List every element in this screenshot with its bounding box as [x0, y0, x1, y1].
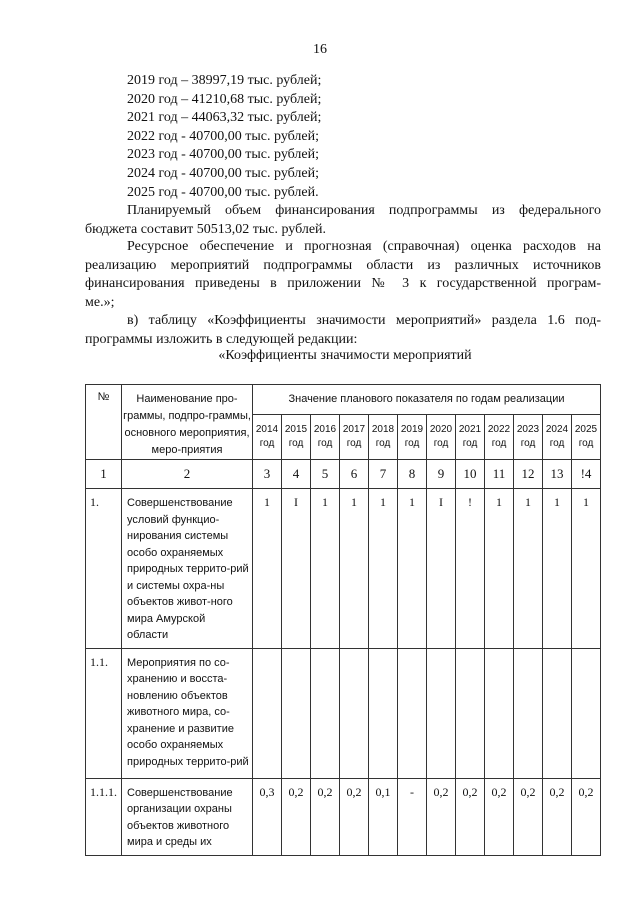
header-year: 2024 год — [543, 414, 572, 459]
column-number: 6 — [340, 460, 369, 489]
header-year-values: Значение планового показателя по годам реализации — [253, 385, 601, 415]
item-v-paragraph: в) таблицу «Коэффициенты значимости мероприятий» раздела 1.6 под- программы изложить в следующей редакции: — [85, 313, 601, 347]
row-value: 0,3 — [253, 778, 282, 855]
header-year: 2016 год — [311, 414, 340, 459]
header-year: 2018 год — [369, 414, 398, 459]
coefficients-table — [85, 384, 601, 856]
column-number: 2 — [122, 460, 253, 489]
table-row — [86, 778, 601, 855]
column-number: 13 — [543, 460, 572, 489]
budget-line: 2020 год – 41210,68 тыс. рублей; — [127, 91, 322, 107]
row-value — [427, 648, 456, 778]
row-value: 0,2 — [485, 778, 514, 855]
row-value: 1 — [514, 489, 543, 649]
column-number: 1 — [86, 460, 122, 489]
row-value: 1 — [340, 489, 369, 649]
row-value: 0,2 — [311, 778, 340, 855]
column-number: 7 — [369, 460, 398, 489]
header-year: 2014 год — [253, 414, 282, 459]
column-numbers-row — [86, 460, 601, 489]
row-value: 1 — [369, 489, 398, 649]
row-value — [340, 648, 369, 778]
row-value — [543, 648, 572, 778]
row-value — [311, 648, 340, 778]
header-name: Наименование про-граммы, подпро-граммы, основного мероприятия, меро-приятия — [122, 385, 253, 460]
row-value: 0,2 — [456, 778, 485, 855]
row-name: Мероприятия по со-хранению и восста-новлению объектов животного мира, со-хранение и развитие особо охраняемых природных террито-рий — [122, 648, 253, 778]
row-id: 1. — [86, 489, 122, 649]
row-value: 1 — [398, 489, 427, 649]
budget-line: 2024 год - 40700,00 тыс. рублей; — [127, 165, 320, 181]
header-year: 2015 год — [282, 414, 311, 459]
column-number: 5 — [311, 460, 340, 489]
row-value — [514, 648, 543, 778]
header-year: 2021 год — [456, 414, 485, 459]
column-number: 12 — [514, 460, 543, 489]
resources-paragraph: Ресурсное обеспечение и прогнозная (справочная) оценка расходов на реализацию мероприятий подпрограммы области из различных источников финансирования приведены в приложении № 3 к государственной програм- ме.»; — [85, 239, 601, 310]
row-value: 0,2 — [514, 778, 543, 855]
budget-line: 2022 год - 40700,00 тыс. рублей; — [127, 128, 320, 144]
row-value: 1 — [572, 489, 601, 649]
row-value: 0,1 — [369, 778, 398, 855]
budget-line: 2021 год – 44063,32 тыс. рублей; — [127, 110, 322, 126]
column-number: 4 — [282, 460, 311, 489]
header-year: 2019 год — [398, 414, 427, 459]
header-year: 2022 год — [485, 414, 514, 459]
row-value: 0,2 — [572, 778, 601, 855]
row-value: 0,2 — [427, 778, 456, 855]
budget-list — [127, 72, 321, 202]
header-year: 2020 год — [427, 414, 456, 459]
row-value: 1 — [485, 489, 514, 649]
header-year: 2023 год — [514, 414, 543, 459]
row-value: 0,2 — [282, 778, 311, 855]
budget-line: 2025 год - 40700,00 тыс. рублей. — [127, 184, 319, 200]
table-title: «Коэффициенты значимости мероприятий — [218, 348, 472, 363]
row-id: 1.1.1. — [86, 778, 122, 855]
page-number: 16 — [313, 42, 327, 57]
row-value — [456, 648, 485, 778]
column-number: !4 — [572, 460, 601, 489]
row-value: - — [398, 778, 427, 855]
budget-line: 2023 год - 40700,00 тыс. рублей; — [127, 147, 320, 163]
row-value: 0,2 — [340, 778, 369, 855]
column-number: 10 — [456, 460, 485, 489]
row-value: 1 — [543, 489, 572, 649]
row-value: I — [282, 489, 311, 649]
column-number: 9 — [427, 460, 456, 489]
federal-paragraph: Планируемый объем финансирования подпрограммы из федерального бюджета составит 50513,02 тыс. рублей. — [85, 203, 601, 237]
column-number: 8 — [398, 460, 427, 489]
column-number: 11 — [485, 460, 514, 489]
budget-line: 2019 год – 38997,19 тыс. рублей; — [127, 73, 322, 88]
row-value: 0,2 — [543, 778, 572, 855]
row-value: 1 — [311, 489, 340, 649]
row-value — [485, 648, 514, 778]
row-value — [253, 648, 282, 778]
column-number: 3 — [253, 460, 282, 489]
row-name: Совершенствование организации охраны объектов животного мира и среды их — [122, 778, 253, 855]
row-value — [398, 648, 427, 778]
row-name: Совершенствование условий функцио-нирования системы особо охраняемых природных террито-рий и системы охра-ны объектов живот-ного мира Амурской области — [122, 489, 253, 649]
header-year: 2017 год — [340, 414, 369, 459]
row-value: ! — [456, 489, 485, 649]
header-year: 2025 год — [572, 414, 601, 459]
header-number: № — [86, 385, 122, 460]
row-value: I — [427, 489, 456, 649]
row-value — [572, 648, 601, 778]
row-value — [282, 648, 311, 778]
table-row — [86, 489, 601, 649]
row-value: 1 — [253, 489, 282, 649]
row-value — [369, 648, 398, 778]
row-id: 1.1. — [86, 648, 122, 778]
table-row — [86, 648, 601, 778]
